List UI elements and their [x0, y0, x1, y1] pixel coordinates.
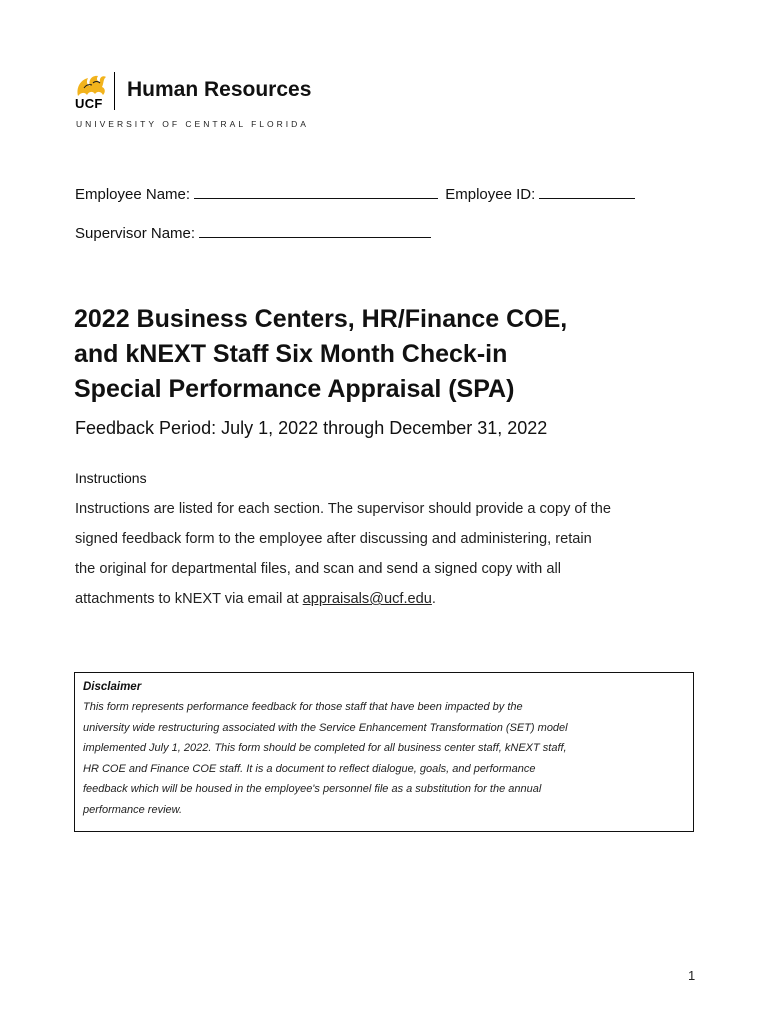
supervisor-name-label: Supervisor Name:: [75, 225, 196, 242]
disclaimer-line: This form represents performance feedback for those staff that have been impacted by the: [83, 701, 523, 713]
title-line-3: Special Performance Appraisal (SPA): [74, 375, 515, 403]
supervisor-info-row: [75, 224, 434, 242]
unit-name: Human Resources: [127, 78, 312, 101]
employee-id-field[interactable]: [539, 185, 635, 199]
disclaimer-line: feedback which will be housed in the employee's personnel file as a substitution for the annual: [83, 783, 542, 795]
disclaimer-line: university wide restructuring associated with the Service Enhancement Transformation (SET) model: [83, 721, 568, 734]
instructions-line: Instructions are listed for each section. The supervisor should provide a copy of the: [75, 501, 611, 517]
instructions-line: signed feedback form to the employee after discussing and administering, retain: [75, 531, 592, 547]
university-name: UNIVERSITY OF CENTRAL FLORIDA: [76, 119, 309, 129]
logo-divider: [114, 72, 115, 110]
disclaimer-line: HR COE and Finance COE staff. It is a document to reflect dialogue, goals, and performance: [83, 762, 536, 775]
supervisor-name-field[interactable]: [199, 224, 431, 238]
instructions-line-suffix: .: [431, 591, 436, 607]
instructions-heading: Instructions: [75, 470, 147, 486]
feedback-period: Feedback Period: July 1, 2022 through December 31, 2022: [75, 418, 548, 438]
page-number: 1: [688, 968, 696, 983]
instructions-last-line: [75, 584, 705, 614]
instructions-body: [75, 494, 705, 614]
disclaimer-box: [74, 672, 694, 832]
document-title: [74, 302, 714, 407]
employee-id-label: Employee ID:: [445, 186, 536, 203]
employee-name-label: Employee Name:: [75, 186, 191, 203]
title-line-1: 2022 Business Centers, HR/Finance COE,: [74, 305, 568, 333]
title-line-2: and kNEXT Staff Six Month Check-in: [74, 340, 508, 368]
instructions-line: the original for departmental files, and scan and send a signed copy with all: [75, 561, 561, 577]
instructions-line-prefix: attachments to kNEXT via email at: [75, 591, 303, 607]
disclaimer-line: implemented July 1, 2022. This form should be completed for all business center staff, kNEXT staff,: [83, 742, 567, 754]
email-link[interactable]: appraisals@ucf.edu: [302, 591, 432, 607]
disclaimer-line: performance review.: [83, 803, 183, 816]
employee-name-field[interactable]: [194, 185, 438, 199]
employee-info-row: [75, 185, 638, 203]
disclaimer-title: Disclaimer: [83, 681, 142, 693]
disclaimer-body: [83, 697, 685, 820]
ucf-logo-text: UCF: [75, 96, 103, 111]
